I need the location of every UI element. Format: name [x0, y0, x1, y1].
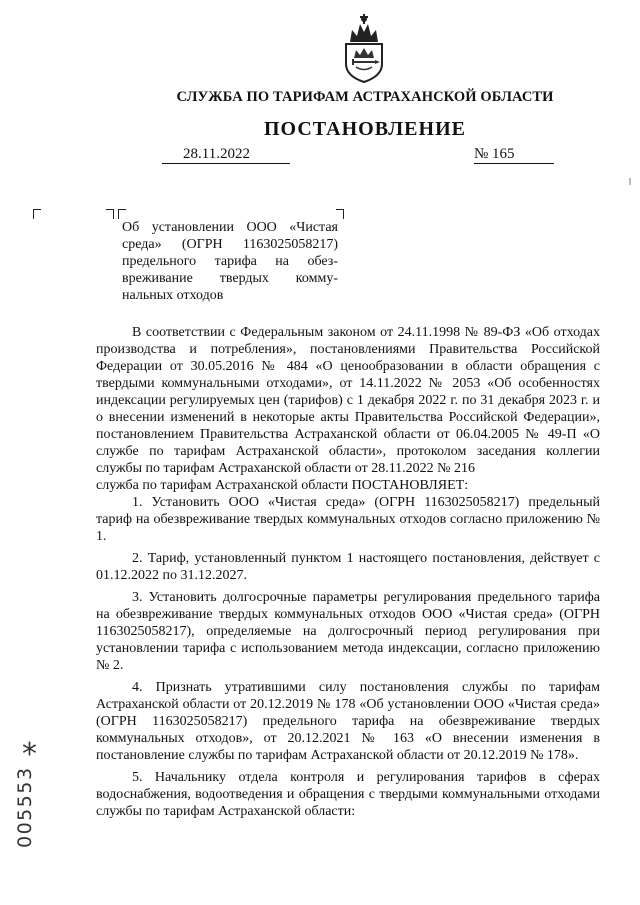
margin-asterisk: * — [22, 737, 37, 772]
clause-5: 5. Начальнику отдела контроля и регулирования тарифов в сферах водоснабжения, водоотведения и обращения с твердыми коммунальными отходами службы по тарифам Астраханской области: — [96, 770, 600, 819]
document-type: ПОСТАНОВЛЕНИЕ — [264, 118, 466, 140]
resolves-line: служба по тарифам Астраханской области ПОСТАНОВЛЯЕТ: — [96, 478, 469, 493]
organization-name: СЛУЖБА ПО ТАРИФАМ АСТРАХАНСКОЙ ОБЛАСТИ — [176, 89, 554, 105]
coat-of-arms-icon — [340, 12, 388, 84]
document-body — [96, 324, 600, 820]
margin-serial-number: 005553 — [14, 766, 36, 848]
edge-mark — [629, 178, 631, 185]
address-corner-mark — [106, 209, 114, 219]
document-subject: Об установлении ООО «Чистая среда» (ОГРН 1163025058217) предельного тарифа на обез-вреживание твердых комму-нальных отходов — [122, 220, 338, 303]
clause-3: 3. Установить долгосрочные параметры регулирования предельного тарифа на обезвреживание твердых коммунальных отходов ООО «Чистая среда» (ОГРН 1163025058217), определяемые на долгосрочный период регулирования при установлении тарифа с использованием метода индексации, согласно приложению № 2. — [96, 590, 600, 673]
subject-corner-mark — [336, 209, 344, 219]
document-number: № 165 — [474, 146, 515, 162]
clause-4: 4. Признать утратившими силу постановления службы по тарифам Астраханской области от 20.12.2019 № 178 «Об установлении ООО «Чистая среда» (ОГРН 1163025058217) предельного тарифа на обезвреживание твердых коммунальных отходов», от 20.12.2021 № 163 «О внесении изменения в постановление службы по тарифам Астраханской области от 20.12.2019 № 178». — [96, 680, 600, 763]
document-date: 28.11.2022 — [183, 146, 250, 162]
clause-2: 2. Тариф, установленный пунктом 1 настоящего постановления, действует с 01.12.2022 по 31.12.2027. — [96, 551, 600, 583]
subject-corner-mark — [118, 209, 126, 219]
address-corner-mark — [33, 209, 41, 219]
clause-1: 1. Установить ООО «Чистая среда» (ОГРН 1163025058217) предельный тариф на обезвреживание твердых коммунальных отходов согласно приложению № 1. — [96, 495, 600, 544]
preamble-paragraph: В соответствии с Федеральным законом от 24.11.1998 № 89-ФЗ «Об отходах производства и потребления», постановлениями Правительства Российской Федерации от 30.05.2016 № 484 «О ценообразовании в области обращения с твердыми коммунальными отходами», от 14.11.2022 № 2053 «Об особенностях индексации регулируемых цен (тарифов) с 1 декабря 2022 г. по 31 декабря 2023 г. и о внесении изменений в некоторые акты Правительства Российской Федерации», постановлением Правительства Астраханской области от 06.04.2005 № 49-П «О службе по тарифам Астраханской области», протоколом заседания коллегии службы по тарифам Астраханской области от 28.11.2022 № 216 — [96, 325, 600, 476]
